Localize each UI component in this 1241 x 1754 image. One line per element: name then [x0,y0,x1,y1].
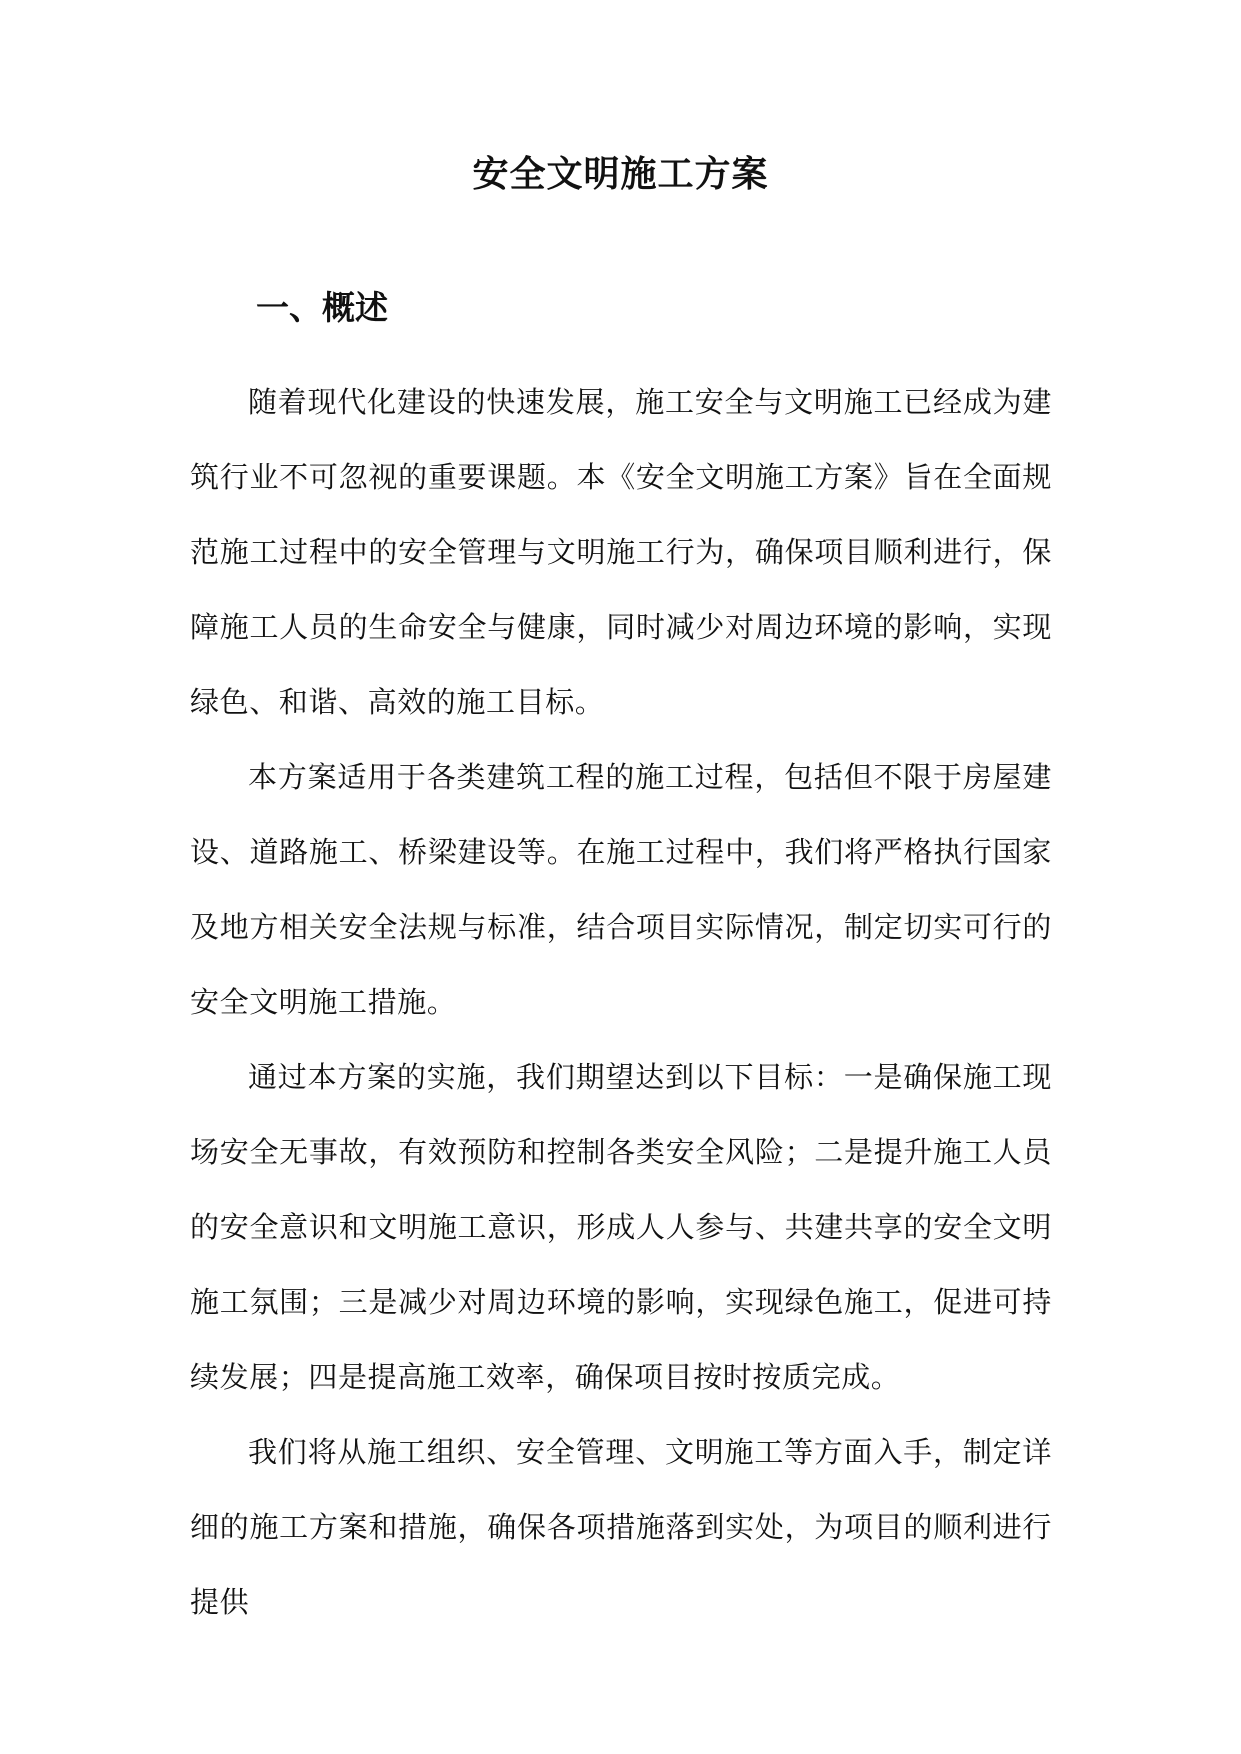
paragraph-3: 通过本方案的实施，我们期望达到以下目标：一是确保施工现场安全无事故，有效预防和控制各类安全风险；二是提升施工人员的安全意识和文明施工意识，形成人人参与、共建共享的安全文明施工氛围；三是减少对周边环境的影响，实现绿色施工，促进可持续发展；四是提高施工效率，确保项目按时按质完成。 [190,1060,1052,1394]
section-heading: 一、概述 [256,288,388,327]
paragraph-2: 本方案适用于各类建筑工程的施工过程，包括但不限于房屋建设、道路施工、桥梁建设等。在施工过程中，我们将严格执行国家及地方相关安全法规与标准，结合项目实际情况，制定切实可行的安全文明施工措施。 [190,760,1052,1019]
paragraph-4: 我们将从施工组织、安全管理、文明施工等方面入手，制定详细的施工方案和措施，确保各项措施落到实处，为项目的顺利进行提供 [190,1435,1052,1619]
paragraph-1: 随着现代化建设的快速发展，施工安全与文明施工已经成为建筑行业不可忽视的重要课题。本《安全文明施工方案》旨在全面规范施工过程中的安全管理与文明施工行为，确保项目顺利进行，保障施工人员的生命安全与健康，同时减少对周边环境的影响，实现绿色、和谐、高效的施工目标。 [190,385,1052,719]
section-body [190,365,1052,1640]
document-title: 安全文明施工方案 [472,153,769,195]
